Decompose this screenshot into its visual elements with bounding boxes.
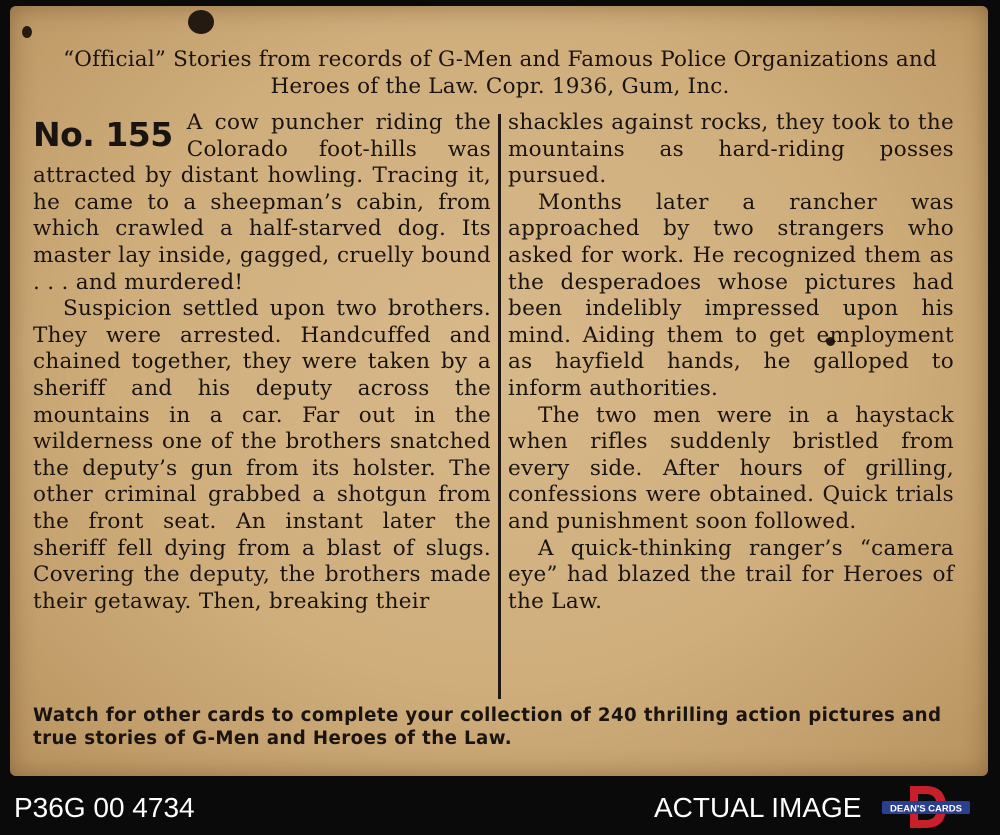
logo-text: DEAN'S CARDS — [890, 803, 962, 815]
actual-image-label: ACTUAL IMAGE — [654, 792, 862, 823]
story-paragraph: Months later a rancher was approached by two strangers who asked for work. He recognized them as the desperadoes whose pictures had been indelibly impressed upon his mind. Aiding them to get employment as hayfield hands, he galloped to inform authorities. — [508, 189, 954, 401]
cert-number: P36G 00 4734 — [14, 792, 195, 823]
stain-mark — [22, 26, 32, 38]
story-right-column — [508, 110, 954, 615]
column-divider — [498, 114, 501, 699]
card-header: “Official” Stories from records of G-Men and Famous Police Organizations and Heroes of the Law. Copr. 1936, Gum, Inc. — [63, 47, 937, 99]
story-paragraph: shackles against rocks, they took to the mountains as hard-riding posses pursued. — [508, 110, 954, 189]
trading-card-back — [10, 6, 988, 776]
story-paragraph: The two men were in a haystack when rifles suddenly bristled from every side. After hours of grilling, confessions were obtained. Quick trials and punishment soon followed. — [508, 402, 954, 534]
stain-mark — [188, 10, 214, 34]
story-paragraph: Suspicion settled upon two brothers. They were arrested. Handcuffed and chained together, they were taken by a sheriff and his deputy across the mountains in a car. Far out in the wilderness one of the brothers snatched the deputy’s gun from its holster. The other criminal grabbed a shotgun from the front seat. An instant later the sheriff fell dying from a blast of slugs. Covering the deputy, the brothers made their getaway. Then, breaking their — [33, 296, 491, 614]
card-footer: Watch for other cards to complete your collection of 240 thrilling action pictures and true stories of G-Men and Heroes of the Law. — [33, 705, 942, 749]
deans-cards-logo-icon — [880, 784, 972, 830]
certification-bar — [0, 780, 1000, 835]
story-left-column — [33, 110, 491, 615]
story-paragraph: A cow puncher riding the Colorado foot-hills was attracted by distant howling. Tracing it, he came to a sheepman’s cabin, from which crawled a half-starved dog. Its master lay inside, gagged, cruelly bound . . . and murdered! — [33, 110, 491, 295]
issue-number: No. 155 — [33, 115, 173, 154]
story-paragraph: A quick-thinking ranger’s “camera eye” had blazed the trail for Heroes of the Law. — [508, 535, 954, 614]
